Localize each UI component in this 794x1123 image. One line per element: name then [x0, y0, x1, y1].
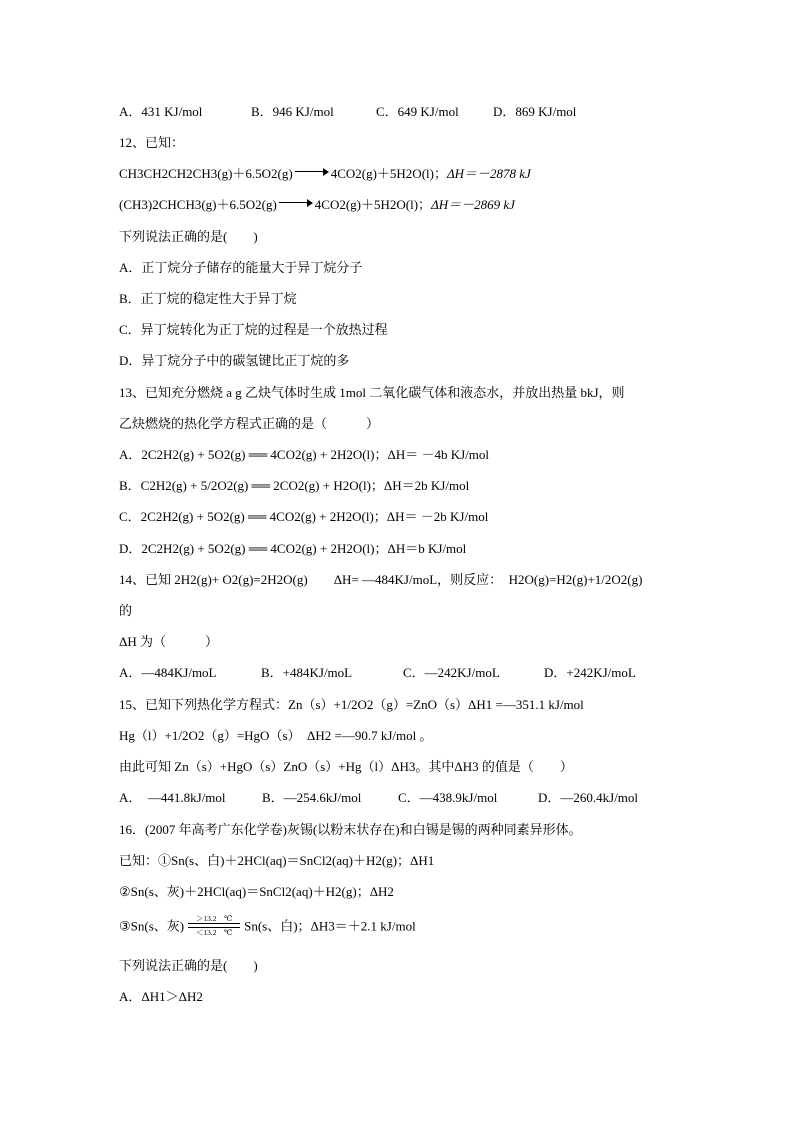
q13-stem-line1: 13、已知充分燃烧 a g 乙炔气体时生成 1mol 二氧化碳气体和液态水，并放出热量 bkJ，则 — [119, 385, 625, 400]
q12-equation-2 — [119, 196, 515, 214]
q14-option-a: A．—484KJ/moL — [119, 665, 217, 680]
q15-option-c: C．—438.9kJ/mol — [398, 790, 498, 805]
reaction-arrow-icon — [295, 167, 329, 177]
q13-option-a: A．2C2H2(g) + 5O2(g) ══ 4CO2(g) + 2H2O(l)；ΔH＝ －4b KJ/mol — [119, 447, 490, 462]
q12-intro: 12、已知： — [119, 135, 185, 150]
condition-top: ＞13.2 ℃ — [195, 914, 233, 923]
q14-option-d: D．+242KJ/moL — [544, 665, 636, 680]
q16-option-a: A．ΔH1＞ΔH2 — [119, 989, 203, 1004]
q15-option-a: A． —441.8kJ/mol — [119, 790, 226, 805]
q16-question: 下列说法正确的是( ) — [119, 958, 258, 973]
q12-eq1-rhs: 4CO2(g)＋5H2O(l)； — [330, 166, 447, 181]
q11-option-a: A．431 KJ/mol — [119, 104, 203, 119]
q12-option-d: D．异丁烷分子中的碳氢键比正丁烷的多 — [119, 353, 350, 368]
q15-stem-line2: Hg（l）+1/2O2（g）=HgO（s） ΔH2 =—90.7 kJ/mol 。 — [119, 728, 433, 743]
q12-eq2-rhs: 4CO2(g)＋5H2O(l)； — [314, 197, 432, 212]
q12-option-c: C．异丁烷转化为正丁烷的过程是一个放热过程 — [119, 322, 388, 337]
q12-equation-1 — [119, 165, 531, 183]
q13-option-d: D．2C2H2(g) + 5O2(g) ══ 4CO2(g) + 2H2O(l)；ΔH＝b KJ/mol — [119, 541, 467, 556]
q12-question: 下列说法正确的是( ) — [119, 229, 258, 244]
q12-option-b: B．正丁烷的稳定性大于异丁烷 — [119, 291, 297, 306]
q13-stem-line2: 乙炔燃烧的热化学方程式正确的是（ ） — [119, 416, 380, 431]
q12-eq2-dh: ΔH＝－2869 kJ — [431, 197, 515, 212]
q14-stem-line3: ΔH 为（ ） — [119, 634, 218, 649]
q12-eq2-lhs: (CH3)2CHCH3(g)＋6.5O2(g) — [119, 197, 277, 212]
condition-arrow — [188, 914, 240, 937]
q14-stem-line2: 的 — [119, 603, 133, 618]
q16-given-3-lhs: ③Sn(s、灰) — [119, 918, 185, 934]
q15-option-b: B．—254.6kJ/mol — [262, 790, 362, 805]
condition-bottom: ＜13.2 ℃ — [195, 928, 233, 937]
q16-given-1: 已知：①Sn(s、白)＋2HCl(aq)＝SnCl2(aq)＋H2(g)；ΔH1 — [119, 853, 435, 868]
q16-given-3-rhs: Sn(s、白)；ΔH3＝＋2.1 kJ/mol — [244, 918, 416, 934]
q12-option-a: A．正丁烷分子储存的能量大于异丁烷分子 — [119, 260, 363, 275]
q12-eq1-lhs: CH3CH2CH2CH3(g)＋6.5O2(g) — [119, 166, 293, 181]
q16-given-3 — [119, 916, 416, 939]
q11-option-c: C．649 KJ/mol — [376, 104, 459, 119]
reaction-arrow-icon — [279, 198, 313, 208]
q16-given-2: ②Sn(s、灰)＋2HCl(aq)＝SnCl2(aq)＋H2(g)；ΔH2 — [119, 884, 394, 899]
q16-stem-line1: 16．(2007 年高考广东化学卷)灰锡(以粉末状存在)和白锡是锡的两种同素异形体。 — [119, 822, 582, 837]
q15-stem-line3: 由此可知 Zn（s）+HgO（s）ZnO（s）+Hg（l）ΔH3。其中ΔH3 的值是（ ） — [119, 759, 573, 774]
q14-option-b: B．+484KJ/moL — [261, 665, 353, 680]
q12-eq1-dh: ΔH＝－2878 kJ — [446, 166, 531, 181]
q15-option-d: D．—260.4kJ/mol — [538, 790, 639, 805]
q15-stem-line1: 15、已知下列热化学方程式：Zn（s）+1/2O2（g）=ZnO（s）ΔH1 =—351.1 kJ/mol — [119, 697, 584, 712]
q14-stem-line1: 14、已知 2H2(g)+ O2(g)=2H2O(g) ΔH= —484KJ/moL，则反应： H2O(g)=H2(g)+1/2O2(g) — [119, 572, 643, 587]
q13-option-c: C．2C2H2(g) + 5O2(g) ══ 4CO2(g) + 2H2O(l)；ΔH＝ －2b KJ/mol — [119, 509, 489, 524]
q11-option-d: D．869 KJ/mol — [493, 104, 577, 119]
q11-option-b: B．946 KJ/mol — [251, 104, 334, 119]
q14-option-c: C．—242KJ/moL — [403, 665, 500, 680]
q13-option-b: B．C2H2(g) + 5/2O2(g) ══ 2CO2(g) + H2O(l)；ΔH＝2b KJ/mol — [119, 478, 470, 493]
